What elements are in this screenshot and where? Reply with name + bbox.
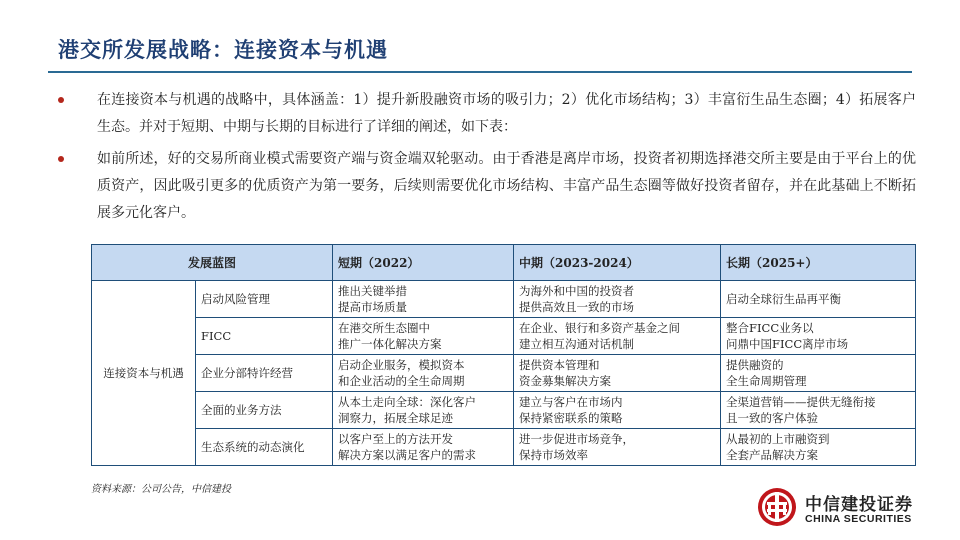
short-term-cell <box>333 355 514 392</box>
china-securities-logo-icon <box>756 486 798 528</box>
cell-line: 从本土走向全球：深化客户 <box>338 395 477 409</box>
cell-line: 全生命周期管理 <box>726 374 807 388</box>
bullet-text-1: 在连接资本与机遇的战略中，具体涵盖：1）提升新股融资市场的吸引力；2）优化市场结构；3）丰富衍生品生态圈；4）拓展客户生态。并对于短期、中期与长期的目标进行了详细的阐述，如下表： <box>97 92 916 135</box>
cell-line: 保持紧密联系的策略 <box>519 411 623 425</box>
cell-line: 为海外和中国的投资者 <box>519 284 635 298</box>
mid-term-cell <box>514 355 721 392</box>
short-term-cell <box>333 281 514 318</box>
table-header-row <box>92 245 916 281</box>
cell-line: 提供高效且一致的市场 <box>519 300 635 314</box>
cell-line: 启动全球衍生品再平衡 <box>726 292 842 306</box>
header-short-term: 短期（2022） <box>333 245 514 281</box>
cell-line: 建立与客户在市场内 <box>519 395 623 409</box>
cell-line: 推出关键举措 <box>338 284 408 298</box>
company-logo <box>756 486 926 530</box>
row-name: FICC <box>196 318 333 355</box>
bullet-paragraph-1 <box>58 87 916 141</box>
row-name: 企业分部特许经营 <box>196 355 333 392</box>
header-long-term: 长期（2025+） <box>721 245 916 281</box>
cell-line: 在企业、银行和多资产基金之间 <box>519 321 681 335</box>
cell-line: 问鼎中国FICC离岸市场 <box>726 337 849 351</box>
cell-line: 进一步促进市场竞争， <box>519 432 635 446</box>
table-row <box>92 392 916 429</box>
mid-term-cell <box>514 429 721 466</box>
long-term-cell <box>721 429 916 466</box>
cell-line: 提高市场质量 <box>338 300 408 314</box>
source-note: 资料来源：公司公告，中信建投 <box>91 484 231 495</box>
row-name: 启动风险管理 <box>196 281 333 318</box>
bullet-text-2: 如前所述，好的交易所商业模式需要资产端与资金端双轮驱动。由于香港是离岸市场，投资者初期选择港交所主要是由于平台上的优质资产，因此吸引更多的优质资产为第一要务，后续则需要优化市场结构、丰富产品生态圈等做好投资者留存，并在此基础上不断拓展多元化客户。 <box>97 151 916 221</box>
table-row <box>92 318 916 355</box>
cell-line: 启动企业服务，模拟资本 <box>338 358 465 372</box>
cell-line: 提供资本管理和 <box>519 358 600 372</box>
mid-term-cell <box>514 318 721 355</box>
short-term-cell <box>333 392 514 429</box>
table-row <box>92 429 916 466</box>
header-blueprint: 发展蓝图 <box>92 245 333 281</box>
cell-line: 和企业活动的全生命周期 <box>338 374 465 388</box>
long-term-cell <box>721 318 916 355</box>
table-row <box>92 281 916 318</box>
cell-line: 全渠道营销——提供无缝衔接 <box>726 395 876 409</box>
cell-line: 全套产品解决方案 <box>726 448 819 462</box>
group-label: 连接资本与机遇 <box>92 281 196 466</box>
table-row <box>92 355 916 392</box>
cell-line: 以客户至上的方法开发 <box>338 432 454 446</box>
cell-line: 资金募集解决方案 <box>519 374 612 388</box>
cell-line: 提供融资的 <box>726 358 784 372</box>
cell-line: 整合FICC业务以 <box>726 321 814 335</box>
strategy-table <box>91 244 916 466</box>
logo-english-name: CHINA SECURITIES <box>805 513 912 525</box>
cell-line: 从最初的上市融资到 <box>726 432 830 446</box>
long-term-cell <box>721 355 916 392</box>
mid-term-cell <box>514 281 721 318</box>
row-name: 全面的业务方法 <box>196 392 333 429</box>
mid-term-cell <box>514 392 721 429</box>
cell-line: 建立相互沟通对话机制 <box>519 337 635 351</box>
long-term-cell <box>721 281 916 318</box>
title-divider <box>48 71 912 73</box>
header-mid-term: 中期（2023-2024） <box>514 245 721 281</box>
cell-line: 洞察力，拓展全球足迹 <box>338 411 454 425</box>
logo-chinese-name: 中信建投证券 <box>805 495 913 515</box>
cell-line: 在港交所生态圈中 <box>338 321 431 335</box>
bullet-dot-icon <box>58 97 64 103</box>
cell-line: 推广一体化解决方案 <box>338 337 442 351</box>
row-name: 生态系统的动态演化 <box>196 429 333 466</box>
cell-line: 且一致的客户体验 <box>726 411 819 425</box>
bullet-dot-icon <box>58 156 64 162</box>
long-term-cell <box>721 392 916 429</box>
cell-line: 保持市场效率 <box>519 448 589 462</box>
bullet-paragraph-2 <box>58 146 916 227</box>
short-term-cell <box>333 429 514 466</box>
short-term-cell <box>333 318 514 355</box>
cell-line: 解决方案以满足客户的需求 <box>338 448 477 462</box>
page-title: 港交所发展战略：连接资本与机遇 <box>58 38 388 62</box>
